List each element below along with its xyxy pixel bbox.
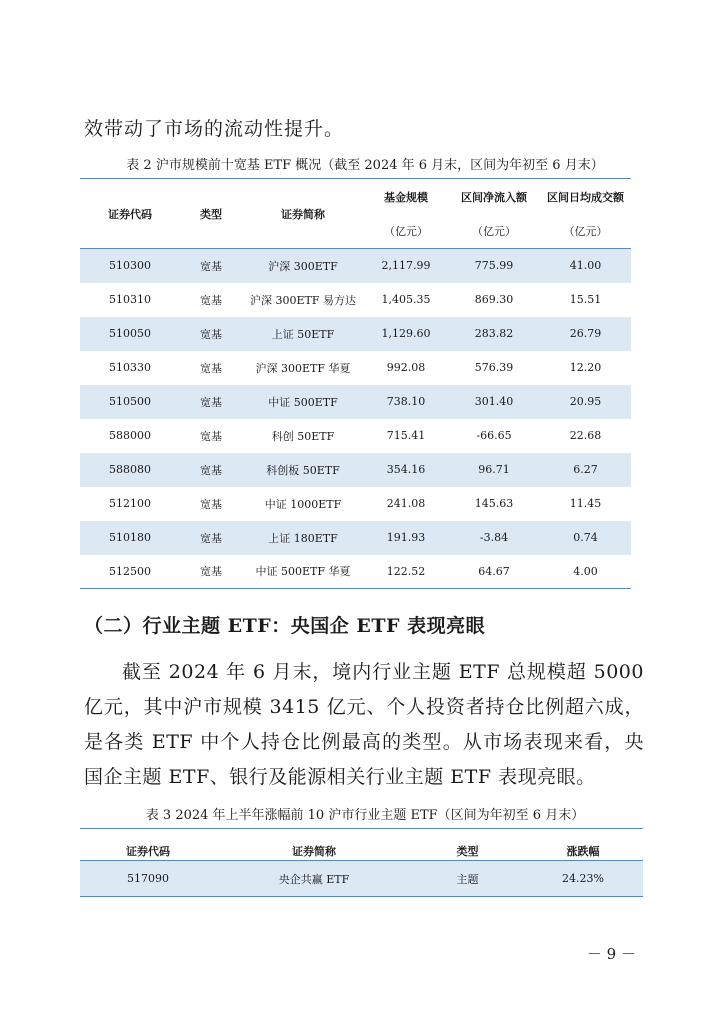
- cell-name: 沪深 300ETF: [268, 259, 338, 273]
- cell-size: 1,405.35: [381, 293, 431, 306]
- cell-code: 512500: [80, 555, 180, 589]
- col-header-inflow-unit: （亿元）: [472, 224, 516, 238]
- cell-code: 510500: [109, 395, 151, 408]
- cell-code: 588080: [109, 463, 151, 476]
- cell-inflow: 96.71: [478, 463, 510, 476]
- cell-turnover: 26.79: [569, 327, 602, 340]
- col-header-change: 涨跌幅: [523, 829, 643, 861]
- cell-inflow: -66.65: [476, 429, 512, 442]
- table-row: [80, 283, 631, 317]
- cell-code: 510180: [109, 531, 151, 544]
- table-row: [80, 249, 631, 283]
- col-header-turnover-label: 区间日均成交额: [547, 190, 624, 204]
- col-header-code: 证券代码: [80, 179, 180, 249]
- cell-type: 宽基: [200, 429, 222, 443]
- cell-size: 1,129.60: [381, 327, 431, 340]
- cell-inflow: 869.30: [474, 293, 514, 306]
- cell-type: 宽基: [200, 361, 222, 375]
- table3-caption: 表 3 2024 年上半年涨幅前 10 沪市行业主题 ETF（区间为年初至 6 月末）: [145, 808, 585, 823]
- col-header-type: 类型: [412, 829, 523, 861]
- cell-turnover: 20.95: [569, 395, 602, 408]
- cell-code: 510310: [109, 293, 151, 306]
- cell-name: 科创板 50ETF: [266, 463, 340, 477]
- col-header-code: 证券代码: [80, 829, 216, 861]
- cell-inflow: 576.39: [474, 361, 514, 374]
- table-row: [80, 419, 631, 453]
- cell-name: 上证 50ETF: [271, 327, 335, 341]
- page-number: － 9 －: [586, 945, 636, 963]
- table-row: [80, 317, 631, 351]
- cell-code: 517090: [80, 861, 216, 897]
- table2-caption: 表 2 沪市规模前十宽基 ETF 概况（截至 2024 年 6 月末，区间为年初至 6 月末）: [126, 158, 604, 173]
- cell-code: 510050: [109, 327, 151, 340]
- cell-turnover: 22.68: [569, 429, 602, 442]
- cell-name: 沪深 300ETF 华夏: [255, 361, 351, 375]
- table-row: [80, 385, 631, 419]
- cell-type: 宽基: [200, 327, 222, 341]
- cell-turnover: 0.74: [573, 531, 598, 544]
- cell-name: 中证 1000ETF: [264, 497, 342, 511]
- table2-broad-etf: [80, 178, 631, 589]
- cell-type: 宽基: [180, 555, 242, 589]
- section-paragraph: [84, 655, 644, 795]
- cell-size: 738.10: [386, 395, 426, 408]
- table2-body: [80, 249, 631, 589]
- cell-size: 2,117.99: [381, 259, 431, 273]
- col-header-size-unit: （亿元）: [384, 224, 428, 238]
- cell-size: 354.16: [386, 463, 426, 476]
- cell-inflow: 145.63: [474, 497, 514, 510]
- table-row: [80, 351, 631, 385]
- cell-type: 宽基: [200, 293, 222, 307]
- table3-body: [80, 861, 643, 897]
- table-row: [80, 555, 631, 589]
- cell-change: 24.23%: [523, 861, 643, 897]
- cell-name: 中证 500ETF 华夏: [242, 555, 364, 589]
- col-header-turnover-unit: （亿元）: [563, 224, 608, 238]
- col-header-inflow-label: 区间净流入额: [461, 190, 527, 204]
- cell-size: 992.08: [386, 361, 426, 374]
- cell-size: 715.41: [386, 429, 426, 442]
- cell-type: 宽基: [200, 259, 222, 273]
- cell-type: 宽基: [200, 463, 222, 477]
- table3-sector-etf: [80, 828, 643, 897]
- table2-header-row: [80, 179, 631, 249]
- cell-type: 主题: [412, 861, 523, 897]
- cell-code: 588000: [109, 429, 151, 442]
- col-header-type: 类型: [180, 179, 242, 249]
- cell-name: 上证 180ETF: [268, 531, 338, 545]
- cell-turnover: 15.51: [569, 293, 602, 306]
- cell-size: 241.08: [386, 497, 426, 510]
- cell-inflow: 283.82: [474, 327, 514, 340]
- cell-turnover: 11.45: [569, 497, 602, 510]
- intro-paragraph-tail: 效带动了市场的流动性提升。: [84, 118, 345, 140]
- cell-inflow: -3.84: [479, 531, 509, 544]
- cell-type: 宽基: [200, 497, 222, 511]
- table-row: [80, 521, 631, 555]
- cell-turnover: 6.27: [573, 463, 598, 476]
- cell-name: 科创 50ETF: [271, 429, 335, 443]
- cell-inflow: 64.67: [448, 555, 540, 589]
- cell-type: 宽基: [200, 531, 222, 545]
- cell-code: 510330: [109, 361, 151, 374]
- cell-code: 512100: [109, 497, 151, 510]
- col-header-name: 证券简称: [216, 829, 412, 861]
- section-heading: （二）行业主题 ETF：央国企 ETF 表现亮眼: [84, 615, 486, 637]
- cell-name: 中证 500ETF: [268, 395, 338, 409]
- cell-size: 122.52: [364, 555, 448, 589]
- col-header-inflow: [448, 179, 540, 249]
- cell-turnover: 41.00: [569, 259, 602, 273]
- cell-turnover: 4.00: [540, 555, 631, 589]
- cell-name: 央企共赢 ETF: [216, 861, 412, 897]
- col-header-turnover: [540, 179, 631, 249]
- table-row: [80, 487, 631, 521]
- col-header-size-label: 基金规模: [384, 190, 428, 204]
- cell-inflow: 775.99: [474, 259, 514, 273]
- col-header-size: [364, 179, 448, 249]
- table-row: [80, 861, 643, 897]
- col-header-name: 证券简称: [242, 179, 364, 249]
- table-row: [80, 453, 631, 487]
- cell-name: 沪深 300ETF 易方达: [250, 293, 356, 307]
- cell-size: 191.93: [386, 531, 426, 544]
- table3-header-row: [80, 829, 643, 861]
- cell-inflow: 301.40: [474, 395, 514, 408]
- cell-type: 宽基: [200, 395, 222, 409]
- cell-code: 510300: [109, 259, 151, 273]
- section-paragraph-text: 截至 2024 年 6 月末，境内行业主题 ETF 总规模超 5000 亿元，其中沪市规模 3415 亿元、个人投资者持仓比例超六成，是各类 ETF 中个人持仓比例最高的类型。从市场表现来看，央国企主题 ETF、银行及能源相关行业主题 ETF 表现亮眼。: [84, 661, 644, 788]
- cell-turnover: 12.20: [569, 361, 602, 374]
